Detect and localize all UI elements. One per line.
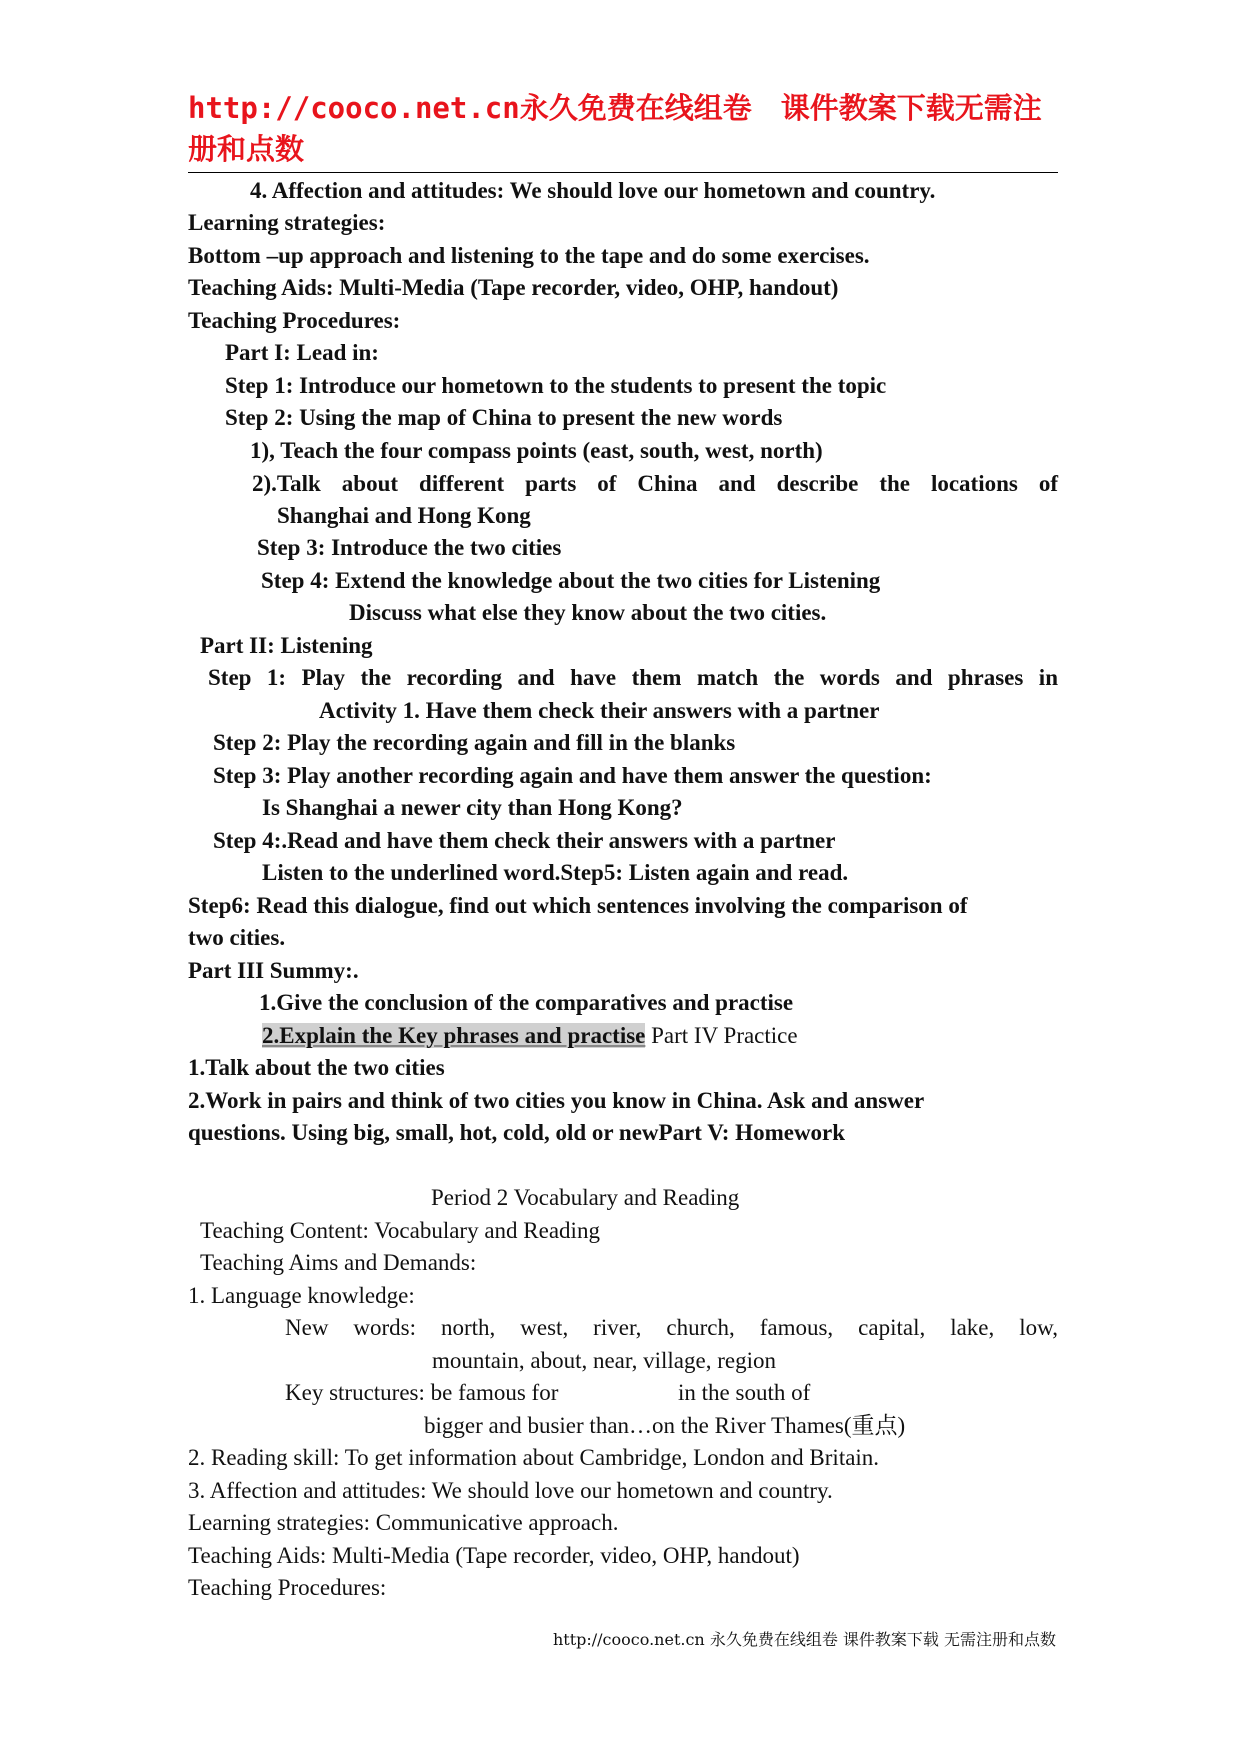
text-line: Step 3: Introduce the two cities: [257, 535, 562, 560]
text-line: 1. Language knowledge:: [188, 1283, 415, 1308]
text-line: questions. Using big, small, hot, cold, old or newPart V: Homework: [188, 1120, 846, 1145]
section-heading: Part II: Listening: [200, 633, 373, 658]
header-line-1[interactable]: http://cooco.net.cn永久免费在线组卷 课件教案下载无需注: [188, 91, 1042, 125]
text-line: Discuss what else they know about the two cities.: [349, 600, 827, 625]
text-line: Bottom –up approach and listening to the tape and do some exercises.: [188, 243, 870, 268]
text-line: Step 1: Play the recording and have them match the words and phrases in: [208, 665, 1058, 690]
text-line: Step 4:.Read and have them check their answers with a partner: [213, 828, 836, 853]
text-line: Key structures: be famous for: [285, 1380, 559, 1405]
highlighted-text: 2.Explain the Key phrases and practise: [262, 1023, 646, 1048]
page-header: [188, 88, 1058, 170]
text-line: Teaching Aids: Multi-Media (Tape recorder, video, OHP, handout): [188, 275, 839, 300]
text-line: Activity 1. Have them check their answers with a partner: [319, 698, 880, 723]
text-line: Step 4: Extend the knowledge about the two cities for Listening: [261, 568, 881, 593]
text-line: Step 2: Play the recording again and fill in the blanks: [213, 730, 736, 755]
text-line: Teaching Aids: Multi-Media (Tape recorder, video, OHP, handout): [188, 1543, 800, 1568]
text-line: 1.Talk about the two cities: [188, 1055, 445, 1080]
text-line: mountain, about, near, village, region: [432, 1348, 776, 1373]
text-line: 1), Teach the four compass points (east, south, west, north): [250, 438, 823, 463]
text-line: bigger and busier than…on the River Thames(重点): [424, 1413, 906, 1438]
text-line: Step 3: Play another recording again and have them answer the question:: [213, 763, 932, 788]
text-line: Teaching Aims and Demands:: [200, 1250, 477, 1275]
text-line: Listen to the underlined word.Step5: Listen again and read.: [262, 860, 849, 885]
header-divider: [188, 172, 1058, 173]
text-line: 4. Affection and attitudes: We should love our hometown and country.: [250, 178, 936, 203]
text-line: 1.Give the conclusion of the comparatives and practise: [259, 990, 794, 1015]
text-line: Learning strategies: Communicative approach.: [188, 1510, 619, 1535]
text-line: 2).Talk about different parts of China and describe the locations of: [252, 471, 1058, 496]
text-span: Part IV Practice: [645, 1023, 798, 1048]
text-line: 2. Reading skill: To get information about Cambridge, London and Britain.: [188, 1445, 880, 1470]
text-line: Step6: Read this dialogue, find out which sentences involving the comparison of: [188, 893, 968, 918]
text-line: Learning strategies:: [188, 210, 386, 235]
text-line: Step 2: Using the map of China to present the new words: [225, 405, 783, 430]
header-line-2[interactable]: 册和点数: [188, 132, 305, 166]
text-line: Shanghai and Hong Kong: [277, 503, 531, 528]
text-line: two cities.: [188, 925, 286, 950]
text-line: [262, 1021, 798, 1051]
section-title: Period 2 Vocabulary and Reading: [431, 1185, 740, 1210]
text-line: Is Shanghai a newer city than Hong Kong?: [262, 795, 683, 820]
text-line: New words: north, west, river, church, famous, capital, lake, low,: [285, 1315, 1058, 1340]
page-footer: http://cooco.net.cn 永久免费在线组卷 课件教案下载 无需注册和点数: [552, 1630, 1056, 1649]
text-line: 3. Affection and attitudes: We should love our hometown and country.: [188, 1478, 833, 1503]
text-line: Teaching Procedures:: [188, 1575, 387, 1600]
text-line: Step 1: Introduce our hometown to the students to present the topic: [225, 373, 887, 398]
text-line: in the south of: [678, 1380, 811, 1405]
text-line: Teaching Procedures:: [188, 308, 401, 333]
text-line: Teaching Content: Vocabulary and Reading: [200, 1218, 600, 1243]
text-line: 2.Work in pairs and think of two cities you know in China. Ask and answer: [188, 1088, 925, 1113]
section-heading: Part III Summy:.: [188, 958, 359, 983]
section-heading: Part I: Lead in:: [225, 340, 379, 365]
